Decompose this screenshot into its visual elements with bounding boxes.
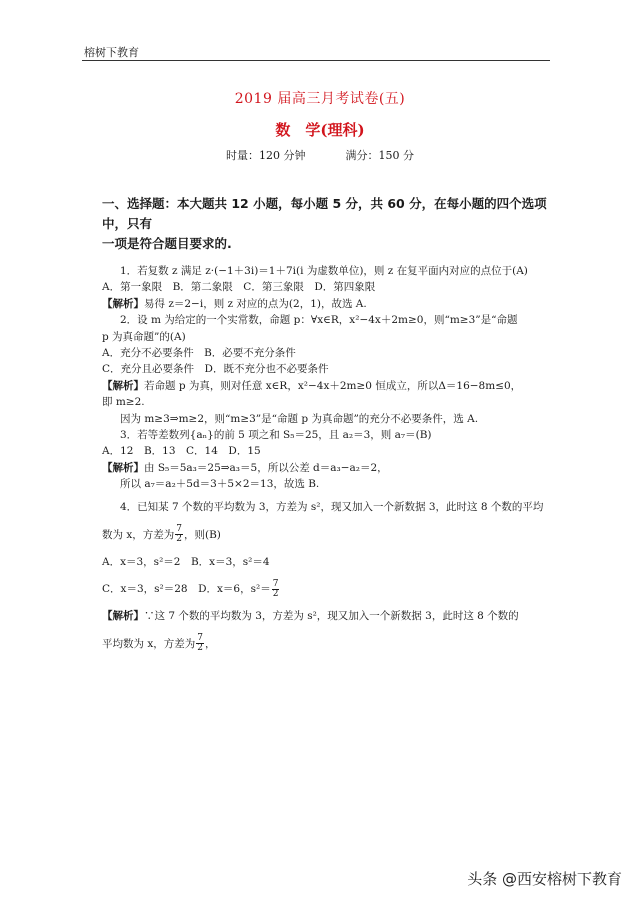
q2-options-ab: A．充分不必要条件 B．必要不充分条件 [102,346,296,359]
q3-stem: 3．若等差数列{aₙ}的前 5 项之和 S₅＝25，且 a₂＝3，则 a₇＝(B) [120,428,432,441]
question-content [102,263,550,656]
q1-solution [102,296,550,312]
solution-tag: 【解析】 [102,610,144,623]
q2-stem-line-1: 2．设 m 为给定的一个实常数，命题 p：∀x∈R，x²−4x＋2m≥0，则“m≥3”是“命题 [120,314,518,327]
solution-tag: 【解析】 [102,297,144,310]
q2-solution-line-1 [102,378,550,394]
fraction-numerator: 7 [197,633,203,644]
q2-solution-line-2: 即 m≥2. [102,396,145,409]
solution-tag: 【解析】 [102,461,144,474]
q4-options-cd-text: C．x＝3，s²＝28 D．x＝6，s²＝ [102,583,271,596]
exam-time: 时量：120 分钟 [226,149,306,162]
q3-options: A．12 B．13 C．14 D．15 [102,445,261,458]
q2-solution-line-3: 因为 m≥3⇒m≥2，则“m≥3”是“命题 p 为真命题”的充分不必要条件，选 A. [120,412,479,425]
section-heading-line-2: 一项是符合题目要求的. [102,236,232,251]
q2-solution-text: 若命题 p 为真，则对任意 x∈R，x²−4x＋2m≥0 恒成立，所以Δ＝16−8m≤0， [144,379,522,392]
exam-subject: 数 学(理科) [275,121,365,139]
fraction-denominator: 2 [176,534,182,545]
fraction-numerator: 7 [176,524,182,535]
exam-meta [0,147,640,163]
q1-solution-text: 易得 z＝2−i，则 z 对应的点为(2，1)，故选 A. [144,297,367,310]
q4-solution-line-2 [102,632,550,656]
fraction-denominator: 2 [272,588,279,599]
exam-score: 满分：150 分 [345,149,414,162]
q4-stem-line-2 [102,523,550,547]
q4-solution-text-2: 平均数为 x，方差为 [102,637,196,650]
q3-solution-line-1 [102,460,550,476]
header-divider [82,60,550,61]
q4-solution-text: ∵这 7 个数的平均数为 3，方差为 s²，现又加入一个新数据 3，此时这 8 个数的 [144,610,519,623]
fraction-seven-halves [196,634,204,653]
q4-stem-text: 数为 x，方差为 [102,528,175,541]
q1-options: A．第一象限 B．第二象限 C．第三象限 D．第四象限 [102,281,376,294]
exam-title: 2019 届高三月考试卷(五) [234,91,406,107]
q4-stem-answer: ，则(B) [184,528,221,541]
fraction-denominator: 2 [197,643,203,654]
fraction-seven-halves [175,525,183,544]
q1-stem: 1．若复数 z 满足 z·(−1＋3i)＝1＋7i(i 为虚数单位)，则 z 在复平面内对应的点位于(A) [120,265,528,277]
fraction-numerator: 7 [272,578,279,589]
q2-stem-line-2: p 为真命题”的(A) [102,330,186,343]
q4-stem-line-1: 4．已知某 7 个数的平均数为 3，方差为 s²，现又加入一个新数据 3，此时这 8 个数的平均 [120,501,544,514]
q3-solution-line-2: 所以 a₇＝a₂＋5d＝3＋5×2＝13，故选 B. [120,478,320,491]
fraction-seven-halves [272,580,280,599]
q4-options-cd [102,577,550,601]
q4-options-ab: A．x＝3，s²＝2 B．x＝3，s²＝4 [102,555,270,568]
solution-tag: 【解析】 [102,379,144,392]
q3-solution-text: 由 S₅＝5a₃＝25⇒a₃＝5，所以公差 d＝a₃−a₂＝2， [144,461,388,474]
q2-options-cd: C．充分且必要条件 D．既不充分也不必要条件 [102,363,329,376]
header-brand: 榕树下教育 [84,46,139,59]
q4-solution-end: ， [205,637,216,650]
section-heading-line-1: 一、选择题：本大题共 12 小题，每小题 5 分，共 60 分，在每小题的四个选项中，只有 [102,196,547,231]
q4-solution-line-1 [102,608,550,624]
source-watermark: 头条 @西安榕树下教育 [467,870,622,888]
section-heading [102,194,550,254]
